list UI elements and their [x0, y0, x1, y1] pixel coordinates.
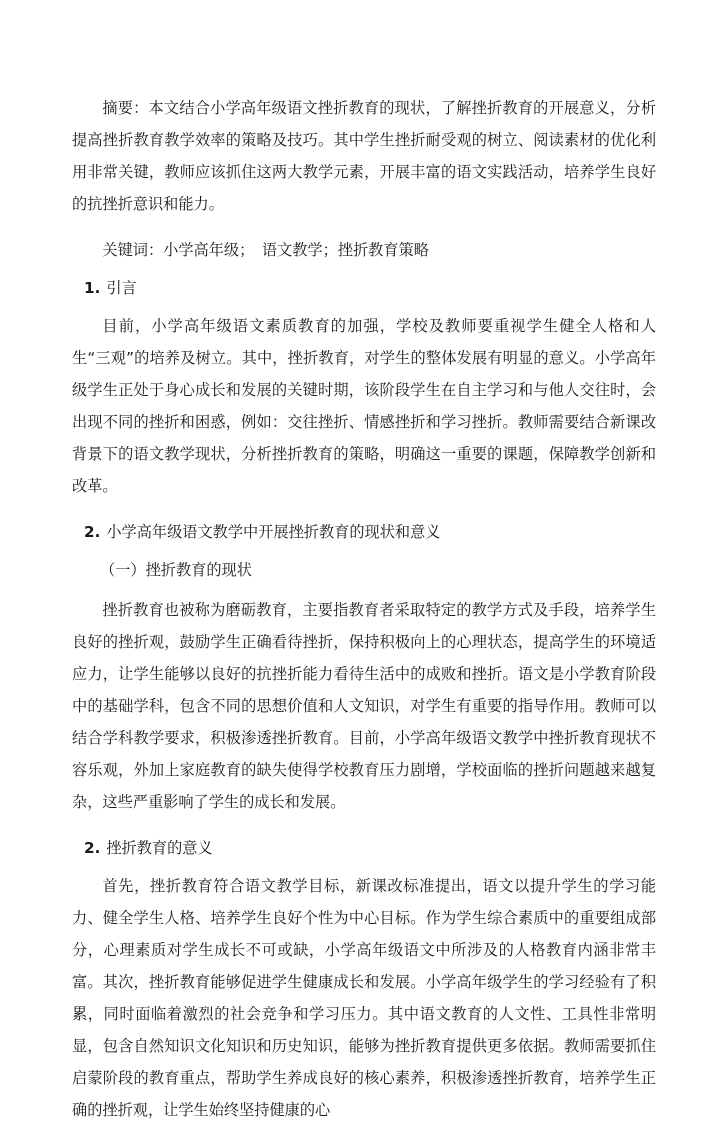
section-title: 引言	[106, 279, 137, 297]
significance-paragraph: 首先，挫折教育符合语文教学目标，新课改标准提出，语文以提升学生的学习能力、健全学生人格、培养学生良好个性为中心目标。作为学生综合素质中的重要组成部分，心理素质对学生成长不可或缺，小学高年级语文中所涉及的人格教育内涵非常丰富。其次，挫折教育能够促进学生健康成长和发展。小学高年级学生的学习经验有了积累，同时面临着激烈的社会竞争和学习压力。其中语文教育的人文性、工具性非常明显，包含自然知识文化知识和历史知识，能够为挫折教育提供更多依据。教师需要抓住启蒙阶段的教育重点，帮助学生养成良好的核心素养，积极渗透挫折教育，培养学生正确的挫折观，让学生始终坚持健康的心	[72, 877, 656, 1119]
section-heading-status-and-significance	[72, 516, 656, 548]
abstract-paragraph: 摘要：本文结合小学高年级语文挫折教育的现状，了解挫折教育的开展意义，分析提高挫折教育教学效率的策略及技巧。其中学生挫折耐受观的树立、阅读素材的优化利用非常关键，教师应该抓住这两大教学元素，开展丰富的语文实践活动，培养学生良好的抗挫折意识和能力。	[72, 99, 656, 213]
introduction-paragraph: 目前，小学高年级语文素质教育的加强，学校及教师要重视学生健全人格和人生“三观”的培养及树立。其中，挫折教育，对学生的整体发展有明显的意义。小学高年级学生正处于身心成长和发展的关键时期，该阶段学生在自主学习和与他人交往时，会出现不同的挫折和困惑，例如：交往挫折、情感挫折和学习挫折。教师需要结合新课改背景下的语文教学现状，分析挫折教育的策略，明确这一重要的课题，保障教学创新和改革。	[72, 317, 656, 495]
status-paragraph: 挫折教育也被称为磨砺教育，主要指教育者采取特定的教学方式及手段，培养学生良好的挫折观，鼓励学生正确看待挫折，保持积极向上的心理状态，提高学生的环境适应力，让学生能够以良好的抗挫折能力看待生活中的成败和挫折。语文是小学教育阶段中的基础学科，包含不同的思想价值和人文知识，对学生有重要的指导作用。教师可以结合学科教学要求，积极渗透挫折教育。目前，小学高年级语文教学中挫折教育现状不容乐观，外加上家庭教育的缺失使得学校教育压力剧增，学校面临的挫折问题越来越复杂，这些严重影响了学生的成长和发展。	[72, 601, 656, 811]
section-title: 小学高年级语文教学中开展挫折教育的现状和意义	[106, 523, 441, 541]
section-heading-introduction	[72, 272, 656, 304]
section-number: 2.	[84, 523, 101, 541]
subsection-heading-status: （一）挫折教育的现状	[100, 561, 252, 579]
section-number: 1.	[84, 279, 101, 297]
document-page	[72, 92, 656, 1140]
section-heading-significance	[72, 832, 656, 864]
keywords-line: 关键词：小学高年级； 语文教学；挫折教育策略	[102, 241, 429, 259]
section-title: 挫折教育的意义	[106, 839, 213, 857]
section-number: 2.	[84, 839, 101, 857]
